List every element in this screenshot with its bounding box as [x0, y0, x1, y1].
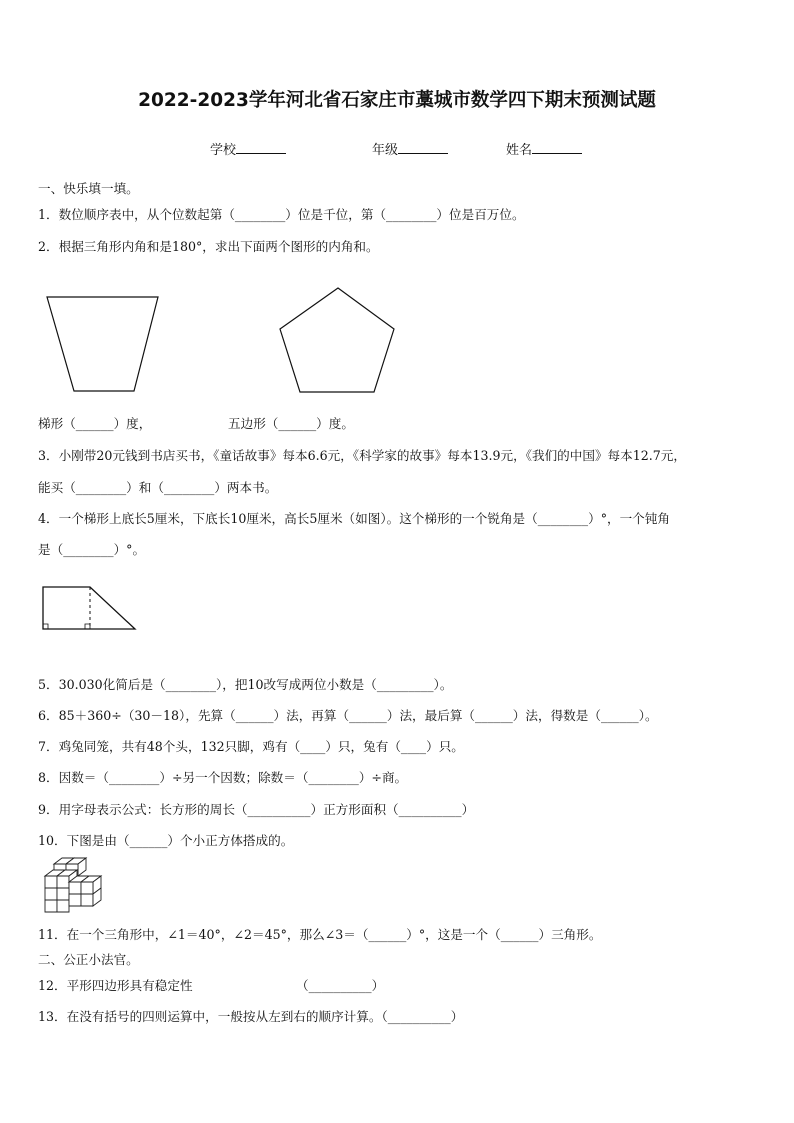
question-5: 5．30.030化简后是（________），把10改写成两位小数是（_________）。: [38, 677, 453, 692]
question-11: 11．在一个三角形中，∠1＝40°，∠2＝45°，那么∠3＝（______）°，这是一个（______）三角形。: [38, 927, 602, 942]
question-3-line-1: 3．小刚带20元钱到书店买书，《童话故事》每本6.6元，《科学家的故事》每本13.9元，《我们的中国》每本12.7元，: [38, 448, 686, 463]
school-field[interactable]: [210, 139, 286, 158]
question-1: 1．数位顺序表中，从个位数起第（________）位是千位，第（________）位是百万位。: [38, 207, 525, 222]
name-field[interactable]: [506, 139, 582, 158]
question-4-line-2: 是（________）°。: [38, 542, 146, 557]
trapezoid-answer: 梯形（______）度，: [38, 416, 152, 431]
question-2: 2．根据三角形内角和是180°，求出下面两个图形的内角和。: [38, 239, 379, 254]
grade-blank[interactable]: [398, 141, 448, 154]
cube-stack-figure: [40, 856, 110, 916]
section-heading-2: 二、公正小法官。: [38, 952, 139, 967]
question-10: 10．下图是由（______）个小正方体搭成的。: [38, 833, 294, 848]
question-3-line-2: 能买（________）和（________）两本书。: [38, 480, 278, 495]
pentagon-figure: [278, 286, 398, 396]
question-8: 8．因数＝（________）÷另一个因数；除数＝（________）÷商。: [38, 770, 408, 785]
question-9: 9．用字母表示公式：长方形的周长（__________）正方形面积（__________）: [38, 802, 475, 817]
question-4-line-1: 4．一个梯形上底长5厘米，下底长10厘米，高长5厘米（如图）。这个梯形的一个锐角是（________）°，一个钝角: [38, 511, 670, 526]
section-heading-1: 一、快乐填一填。: [38, 181, 139, 196]
name-blank[interactable]: [532, 141, 582, 154]
school-blank[interactable]: [236, 141, 286, 154]
grade-label: 年级: [372, 143, 399, 158]
grade-field[interactable]: [372, 139, 448, 158]
question-7: 7．鸡兔同笼，共有48个头，132只脚，鸡有（____）只，兔有（____）只。: [38, 739, 464, 754]
name-label: 姓名: [506, 143, 533, 158]
school-label: 学校: [210, 143, 237, 158]
question-12: 12．平形四边形具有稳定性: [38, 978, 193, 993]
trapezoid-figure: [44, 292, 162, 394]
right-trapezoid-figure: [40, 584, 140, 634]
page-title: 2022-2023学年河北省石家庄市藁城市数学四下期末预测试题: [138, 90, 656, 111]
question-6: 6．85＋360÷（30－18），先算（______）法，再算（______）法，最后算（______）法，得数是（______）。: [38, 708, 658, 723]
question-13: 13．在没有括号的四则运算中，一般按从左到右的顺序计算。（__________）: [38, 1009, 464, 1024]
pentagon-answer: 五边形（______）度。: [228, 416, 354, 431]
question-12-blank[interactable]: （__________）: [296, 978, 385, 993]
